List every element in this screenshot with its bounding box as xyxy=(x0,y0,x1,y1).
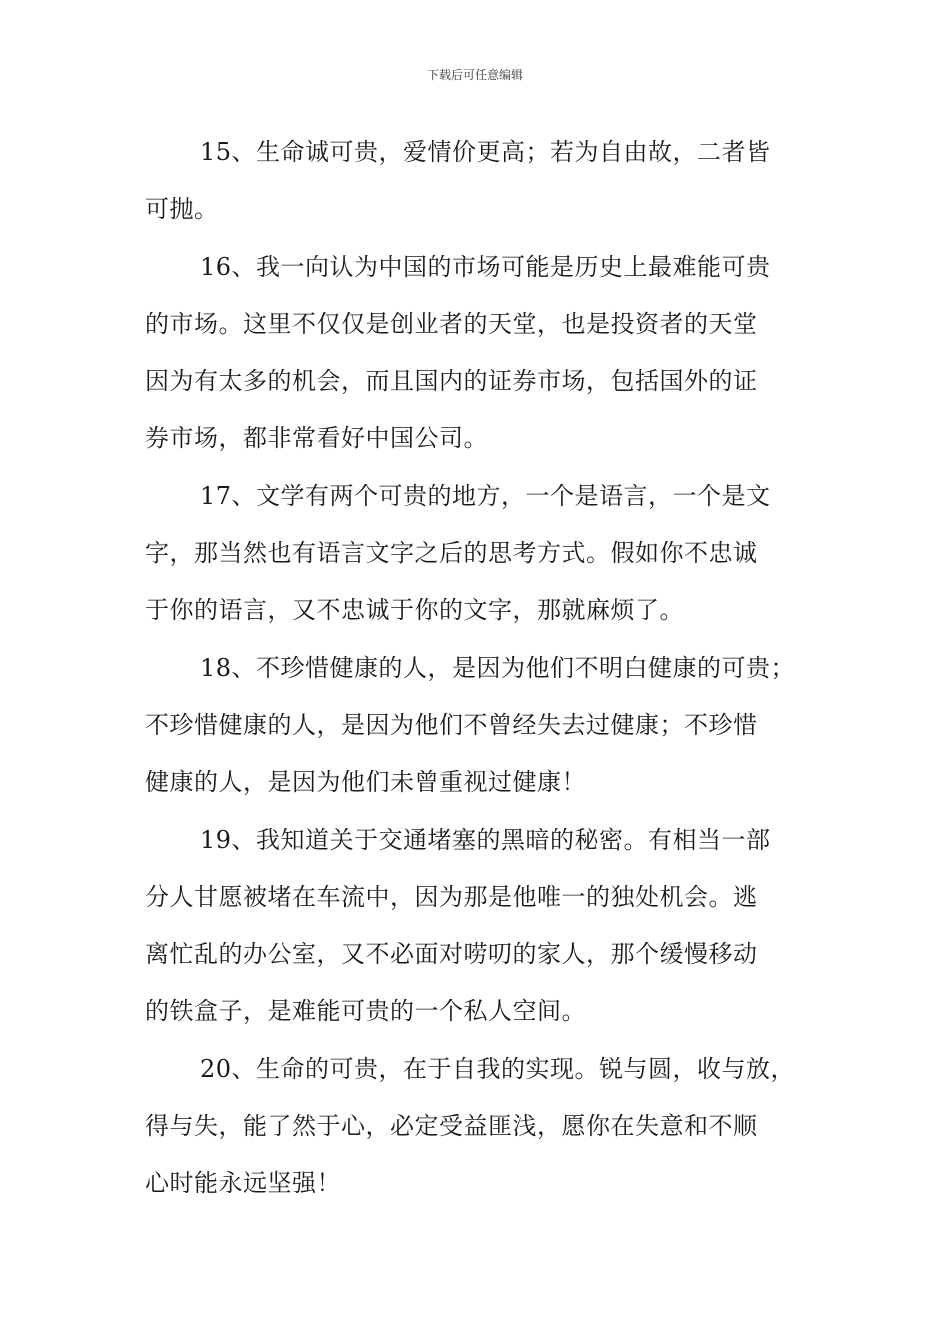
paragraph-15 xyxy=(145,124,810,239)
paragraph-line: 于你的语言，又不忠诚于你的文字，那就麻烦了。 xyxy=(145,596,684,625)
paragraph-line: 得与失，能了然于心，必定受益匪浅，愿你在失意和不顺 xyxy=(145,1112,758,1141)
paragraph-line: 18、不珍惜健康的人，是因为他们不明白健康的可贵； xyxy=(200,653,796,682)
paragraph-line: 券市场，都非常看好中国公司。 xyxy=(145,424,488,453)
paragraph-19 xyxy=(145,812,810,1041)
paragraph-line: 心时能永远坚强！ xyxy=(145,1169,341,1198)
paragraph-line: 15、生命诚可贵，爱情价更高；若为自由故，二者皆 xyxy=(200,138,771,166)
paragraph-line: 19、我知道关于交通堵塞的黑暗的秘密。有相当一部 xyxy=(200,825,771,854)
paragraph-line: 不珍惜健康的人，是因为他们不曾经失去过健康；不珍惜 xyxy=(145,710,758,739)
paragraph-20 xyxy=(145,1041,810,1213)
paragraph-line: 20、生命的可贵，在于自我的实现。锐与圆，收与放， xyxy=(200,1054,796,1083)
paragraph-line: 因为有太多的机会，而且国内的证券市场，包括国外的证 xyxy=(145,367,758,396)
paragraph-16 xyxy=(145,239,810,468)
paragraph-line: 的铁盒子，是难能可贵的一个私人空间。 xyxy=(145,997,586,1026)
paragraph-line: 分人甘愿被堵在车流中，因为那是他唯一的独处机会。逃 xyxy=(145,882,758,911)
paragraph-line: 16、我一向认为中国的市场可能是历史上最难能可贵 xyxy=(200,252,771,281)
paragraph-line: 离忙乱的办公室，又不必面对唠叨的家人，那个缓慢移动 xyxy=(145,940,758,969)
paragraph-line: 健康的人，是因为他们未曾重视过健康！ xyxy=(145,768,586,797)
paragraph-line: 字，那当然也有语言文字之后的思考方式。假如你不忠诚 xyxy=(145,539,758,568)
paragraph-line: 17、文学有两个可贵的地方，一个是语言，一个是文 xyxy=(200,481,771,510)
paragraph-17 xyxy=(145,468,810,640)
document-body xyxy=(145,124,810,1213)
paragraph-18 xyxy=(145,640,810,812)
paragraph-line: 的市场。这里不仅仅是创业者的天堂，也是投资者的天堂 xyxy=(145,309,758,338)
paragraph-line: 可抛。 xyxy=(145,195,219,224)
page-header: 下载后可任意编辑 xyxy=(426,68,523,82)
